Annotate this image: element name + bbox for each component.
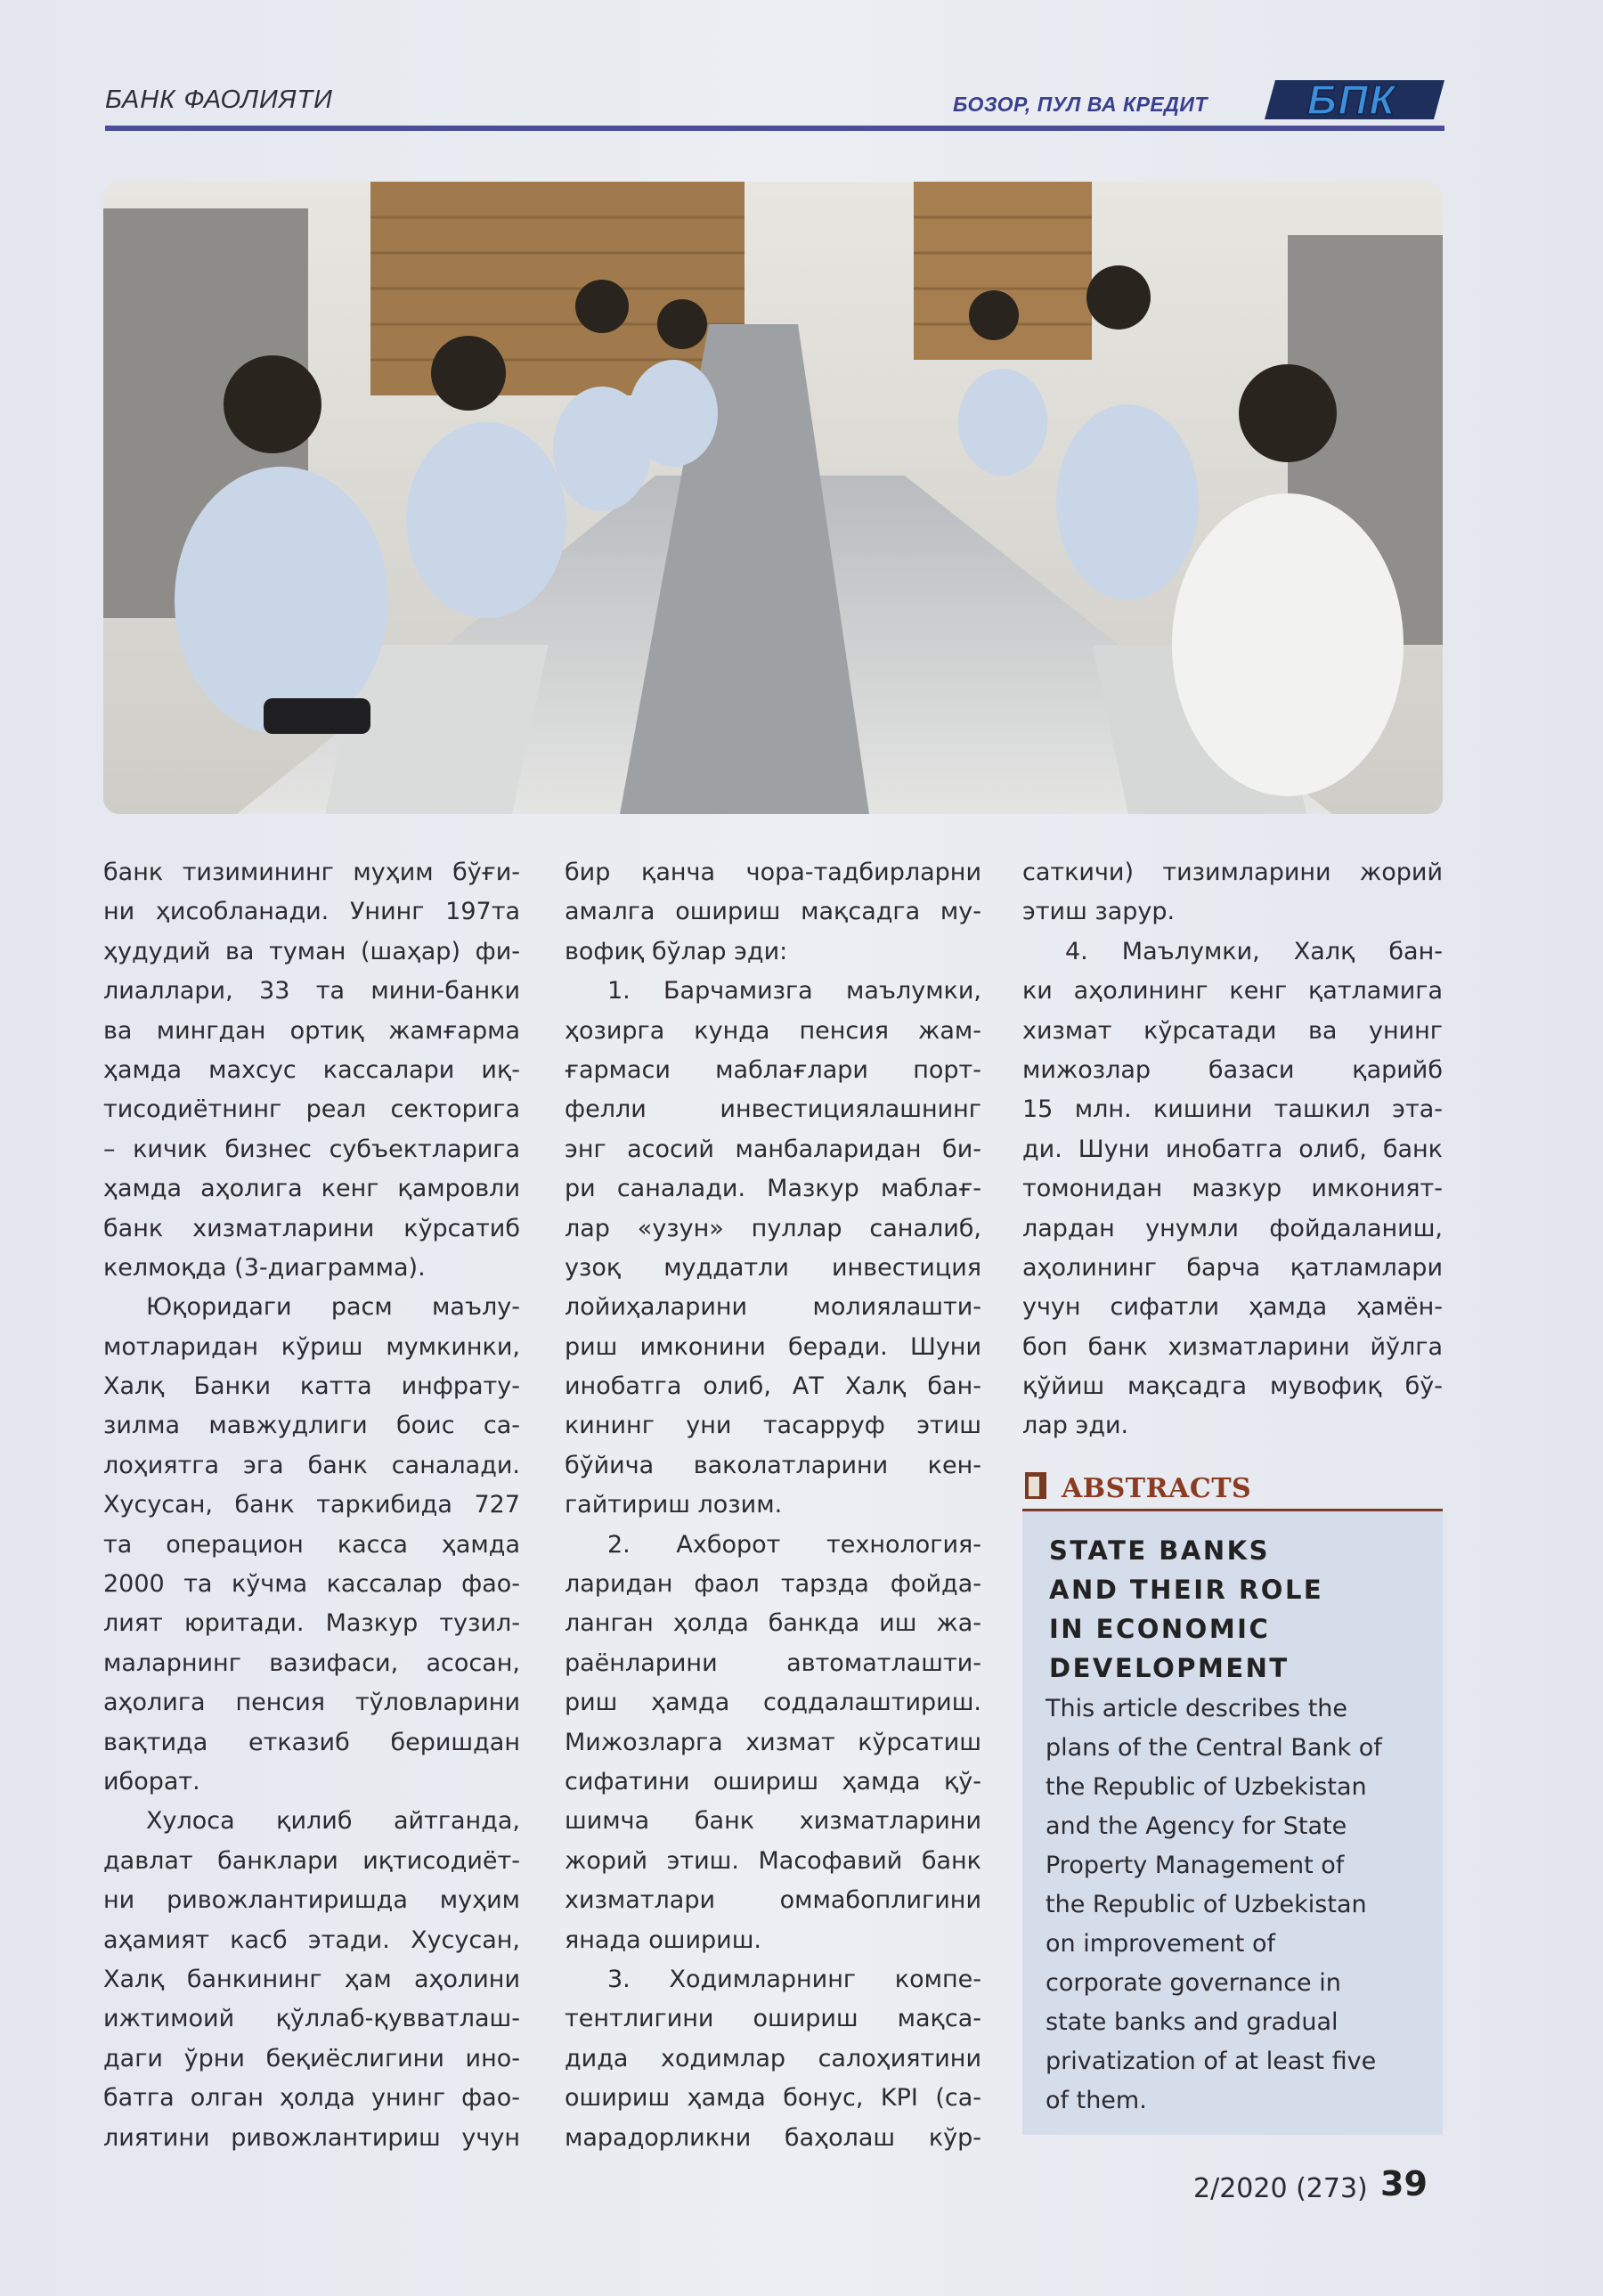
text-line: иборат.: [103, 1767, 200, 1795]
text-line: маларнинг вазифаси, асосан,: [103, 1649, 520, 1677]
section-title: БАНК ФАОЛИЯТИ: [105, 85, 333, 114]
abstract-title-line: DEVELOPMENT: [1049, 1653, 1290, 1683]
text-line: батга олган ҳолда унинг фао-: [103, 2084, 520, 2113]
abstract-line: on improvement of: [1046, 1930, 1275, 1958]
text-line: марадорликни баҳолаш кўр-: [565, 2123, 981, 2152]
text-line: янада ошириш.: [565, 1926, 761, 1954]
page-number: 39: [1380, 2164, 1428, 2203]
text-line: давлат банклари иқтисодиёт-: [103, 1846, 520, 1875]
text-line: лиятини ривожлантириш учун: [103, 2123, 520, 2152]
text-line: вофиқ бўлар эди:: [565, 937, 788, 965]
abstract-line: the Republic of Uzbekistan: [1046, 1773, 1367, 1801]
abstract-title-line: AND THEIR ROLE: [1049, 1575, 1324, 1605]
text-line: амалга ошириш мақсадга му-: [565, 898, 981, 926]
text-line: гайтириш лозим.: [565, 1491, 783, 1519]
text-line: қўйиш мақсадга мувофиқ бў-: [1022, 1372, 1443, 1401]
text-line: учун сифатли ҳамда ҳамён-: [1022, 1293, 1443, 1322]
text-column-3: [1022, 853, 1443, 1446]
issue-number: 2/2020 (273): [1193, 2173, 1368, 2204]
text-line: этиш зарур.: [1022, 898, 1176, 926]
text-line: Мижозларга хизмат кўрсатиш: [565, 1728, 981, 1756]
text-line: 3. Ходимларнинг компе-: [607, 1965, 981, 1993]
text-line: ни ривожлантиришда муҳим: [103, 1886, 520, 1915]
text-line: жорий этиш. Масофавий банк: [565, 1846, 981, 1875]
text-line: ни ҳисобланади. Унинг 197та: [103, 898, 520, 926]
text-line: лойиҳаларини молиялашти-: [565, 1293, 981, 1322]
text-line: ланган ҳолда банкда иш жа-: [565, 1609, 981, 1638]
text-line: 4. Маълумки, Халқ бан-: [1065, 937, 1443, 965]
text-line: келмоқда (3-диаграмма).: [103, 1253, 426, 1282]
text-line: Халқ Банки катта инфрату-: [103, 1372, 520, 1401]
text-line: дида ходимлар салоҳиятини: [565, 2044, 981, 2072]
text-line: ди. Шуни инобатга олиб, банк: [1022, 1135, 1443, 1163]
text-line: 2. Ахборот технология-: [607, 1530, 981, 1559]
text-line: сифатини ошириш ҳамда қў-: [565, 1767, 981, 1795]
text-line: риш имконини беради. Шуни: [565, 1332, 981, 1361]
text-line: хизмат кўрсатади ва унинг: [1022, 1016, 1443, 1045]
text-line: тисодиётнинг реал секторига: [103, 1095, 520, 1124]
text-line: мотларидан кўриш мумкинки,: [103, 1332, 520, 1361]
text-line: инобатга олиб, АТ Халқ бан-: [565, 1372, 981, 1401]
abstract-line: of them.: [1046, 2087, 1147, 2114]
text-line: 1. Барчамизга маълумки,: [607, 977, 981, 1006]
text-line: аҳамият касб этади. Хусусан,: [103, 1926, 520, 1954]
text-line: Хулоса қилиб айтганда,: [146, 1807, 520, 1836]
text-line: узоқ муддатли инвестиция: [565, 1253, 981, 1282]
text-line: ҳамда махсус кассалари иқ-: [103, 1055, 520, 1084]
text-line: банк тизимининг муҳим бўғи-: [103, 859, 520, 886]
text-line: бўйича ваколатларини кен-: [565, 1451, 981, 1479]
text-line: 2000 та кўчма кассалар фао-: [103, 1570, 520, 1599]
text-line: Хусусан, банк таркибида 727: [103, 1491, 520, 1519]
text-line: ва мингдан ортиқ жамғарма: [103, 1016, 520, 1045]
text-line: лоҳиятга эга банк саналади.: [103, 1451, 520, 1479]
text-line: раёнларини автоматлашти-: [565, 1649, 981, 1677]
text-line: ки аҳолининг кенг қатламига: [1022, 977, 1443, 1006]
text-line: банк хизматларини кўрсатиб: [103, 1214, 520, 1242]
abstracts-label: ABSTRACTS: [1062, 1473, 1252, 1504]
text-line: хизматлари оммабоплигини: [565, 1886, 981, 1915]
abstract-line: Property Management of: [1046, 1852, 1345, 1879]
text-column-1: [103, 853, 520, 2158]
text-line: даги ўрни беқиёслигини ино-: [103, 2044, 520, 2072]
text-line: фелли инвестициялашнинг: [565, 1095, 981, 1124]
text-line: мижозлар базаси қарийб: [1022, 1055, 1443, 1084]
abstract-body: [1046, 1689, 1382, 2121]
text-line: Халқ банкининг ҳам аҳолини: [103, 1965, 520, 1993]
text-line: ри саналади. Мазкур маблағ-: [565, 1175, 981, 1203]
abstract-line: and the Agency for State: [1046, 1812, 1347, 1840]
magazine-name: БОЗОР, ПУЛ ВА КРЕДИТ: [953, 93, 1208, 116]
office-photo: [103, 182, 1443, 814]
abstract-line: plans of the Central Bank of: [1046, 1734, 1382, 1762]
text-line: томонидан мазкур имконият-: [1022, 1175, 1443, 1203]
abstract-line: This article describes the: [1046, 1695, 1348, 1722]
header-rule: [105, 126, 1444, 131]
abstracts-icon: [1024, 1471, 1047, 1500]
text-column-2: [565, 853, 981, 2158]
magazine-logo: [1263, 78, 1446, 121]
svg-text:БПК: БПК: [1307, 78, 1396, 121]
abstract-line: corporate governance in: [1046, 1969, 1341, 1997]
text-line: бир қанча чора-тадбирларни: [565, 859, 981, 886]
text-line: – кичик бизнес субъектларига: [103, 1135, 520, 1163]
abstract-title-line: STATE BANKS: [1049, 1535, 1270, 1566]
text-line: саткичи) тизимларини жорий: [1022, 859, 1443, 886]
text-line: Юқоридаги расм маълу-: [146, 1293, 520, 1322]
text-line: энг асосий манбаларидан би-: [565, 1135, 981, 1163]
text-line: лиаллари, 33 та мини-банки: [103, 977, 520, 1006]
text-line: лардан унумли фойдаланиш,: [1022, 1214, 1443, 1242]
text-line: 15 млн. кишини ташкил эта-: [1022, 1095, 1443, 1124]
text-line: ошириш ҳамда бонус, KPI (са-: [565, 2084, 981, 2113]
text-line: риш ҳамда соддалаштириш.: [565, 1689, 981, 1717]
abstract-line: the Republic of Uzbekistan: [1046, 1891, 1367, 1918]
text-line: аҳолига пенсия тўловларини: [103, 1689, 520, 1717]
abstract-box: [1022, 1511, 1443, 2135]
text-line: кининг уни тасарруф этиш: [565, 1412, 981, 1440]
text-line: зилма мавжудлиги боис са-: [103, 1412, 520, 1440]
abstract-title-line: IN ECONOMIC: [1049, 1614, 1271, 1644]
text-line: боп банк хизматларини йўлга: [1022, 1332, 1443, 1361]
text-line: ҳудудий ва туман (шаҳар) фи-: [103, 937, 520, 965]
text-line: вақтида етказиб беришдан: [103, 1728, 520, 1756]
text-line: тентлигини ошириш мақса-: [565, 2005, 981, 2033]
text-line: аҳолининг барча қатламлари: [1022, 1253, 1443, 1282]
abstract-line: privatization of at least five: [1046, 2048, 1377, 2075]
text-line: ғармаси маблағлари порт-: [565, 1055, 981, 1084]
text-line: лият юритади. Мазкур тузил-: [103, 1609, 520, 1638]
abstract-title: [1049, 1531, 1323, 1688]
text-line: лар эди.: [1022, 1412, 1129, 1440]
abstracts-header: [1022, 1468, 1443, 1511]
text-line: ҳозирга кунда пенсия жам-: [565, 1016, 981, 1045]
text-line: лар «узун» пуллар саналиб,: [565, 1214, 981, 1242]
text-line: та операцион касса ҳамда: [103, 1530, 520, 1559]
text-line: ҳамда аҳолига кенг қамровли: [103, 1175, 520, 1203]
text-line: ижтимоий қўллаб-қувватлаш-: [103, 2005, 520, 2033]
text-line: ларидан фаол тарзда фойда-: [565, 1570, 981, 1599]
text-line: шимча банк хизматларини: [565, 1807, 981, 1836]
abstract-line: state banks and gradual: [1046, 2008, 1339, 2036]
